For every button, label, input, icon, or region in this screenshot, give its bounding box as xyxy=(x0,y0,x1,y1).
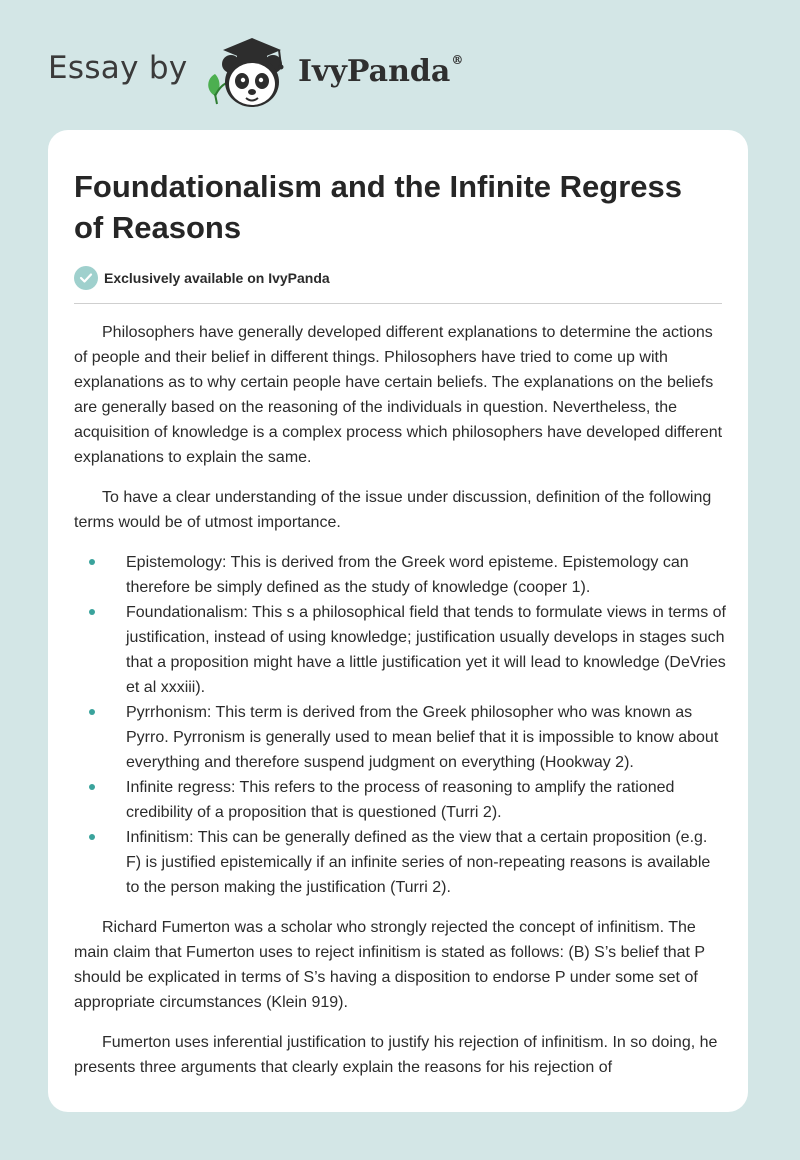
site-header xyxy=(48,30,508,110)
list-item: Pyrrhonism: This term is derived from the Greek philosopher who was known as Pyrro. Pyrronism is generally used to mean belief that it is impossible to know about everything and therefore suspend judgment on everything (Hookway 2). xyxy=(126,700,726,775)
paragraph: Richard Fumerton was a scholar who strongly rejected the concept of infinitism. The main claim that Fumerton uses to reject infinitism is stated as follows: (B) S’s belief that P should be explicated in terms of S’s having a disposition to endorse P under some set of appropriate circumstances (Klein 919). xyxy=(74,919,705,1011)
essay-card xyxy=(48,130,748,1112)
exclusive-badge xyxy=(74,265,330,291)
panda-logo-icon[interactable] xyxy=(201,34,293,110)
list-item: Infinitism: This can be generally defined as the view that a certain proposition (e.g. F) is justified epistemically if an infinite series of non-repeating reasons is available to the person making the justification (Turri 2). xyxy=(126,825,726,900)
list-item: Foundationalism: This s a philosophical field that tends to formulate views in terms of justification, instead of using knowledge; justification usually develops in stages such that a proposition might have a little justification yet it will lead to knowledge (DeVries et al xxxiii). xyxy=(126,600,726,700)
essay-body xyxy=(74,320,726,1095)
paragraph: To have a clear understanding of the issue under discussion, definition of the following terms would be of utmost importance. xyxy=(74,489,712,531)
brand-name[interactable]: IvyPanda® xyxy=(298,53,464,89)
divider xyxy=(74,303,722,304)
essay-by-label: Essay by xyxy=(48,50,188,86)
paragraph: Philosophers have generally developed different explanations to determine the actions of people and their belief in different things. Philosophers have tried to come up with explanations as to why certain people have certain beliefs. The explanations on the beliefs are generally based on the reasoning of the individuals in question. Nevertheless, the acquisition of knowledge is a complex process which philosophers have developed different explanations to explain the same. xyxy=(74,324,723,466)
registered-mark: ® xyxy=(451,53,464,67)
list-item: Infinite regress: This refers to the process of reasoning to amplify the rationed credibility of a proposition that is questioned (Turri 2). xyxy=(126,775,726,825)
exclusive-badge-label: Exclusively available on IvyPanda xyxy=(104,270,330,286)
paragraph: Fumerton uses inferential justification to justify his rejection of infinitism. In so doing, he presents three arguments that clearly explain the reasons for his rejection of xyxy=(74,1034,718,1076)
essay-title: Foundationalism and the Infinite Regress of Reasons xyxy=(74,169,683,245)
definitions-list xyxy=(74,550,726,900)
list-item: Epistemology: This is derived from the Greek word episteme. Epistemology can therefore be simply defined as the study of knowledge (cooper 1). xyxy=(126,550,726,600)
check-circle-icon xyxy=(74,266,98,290)
